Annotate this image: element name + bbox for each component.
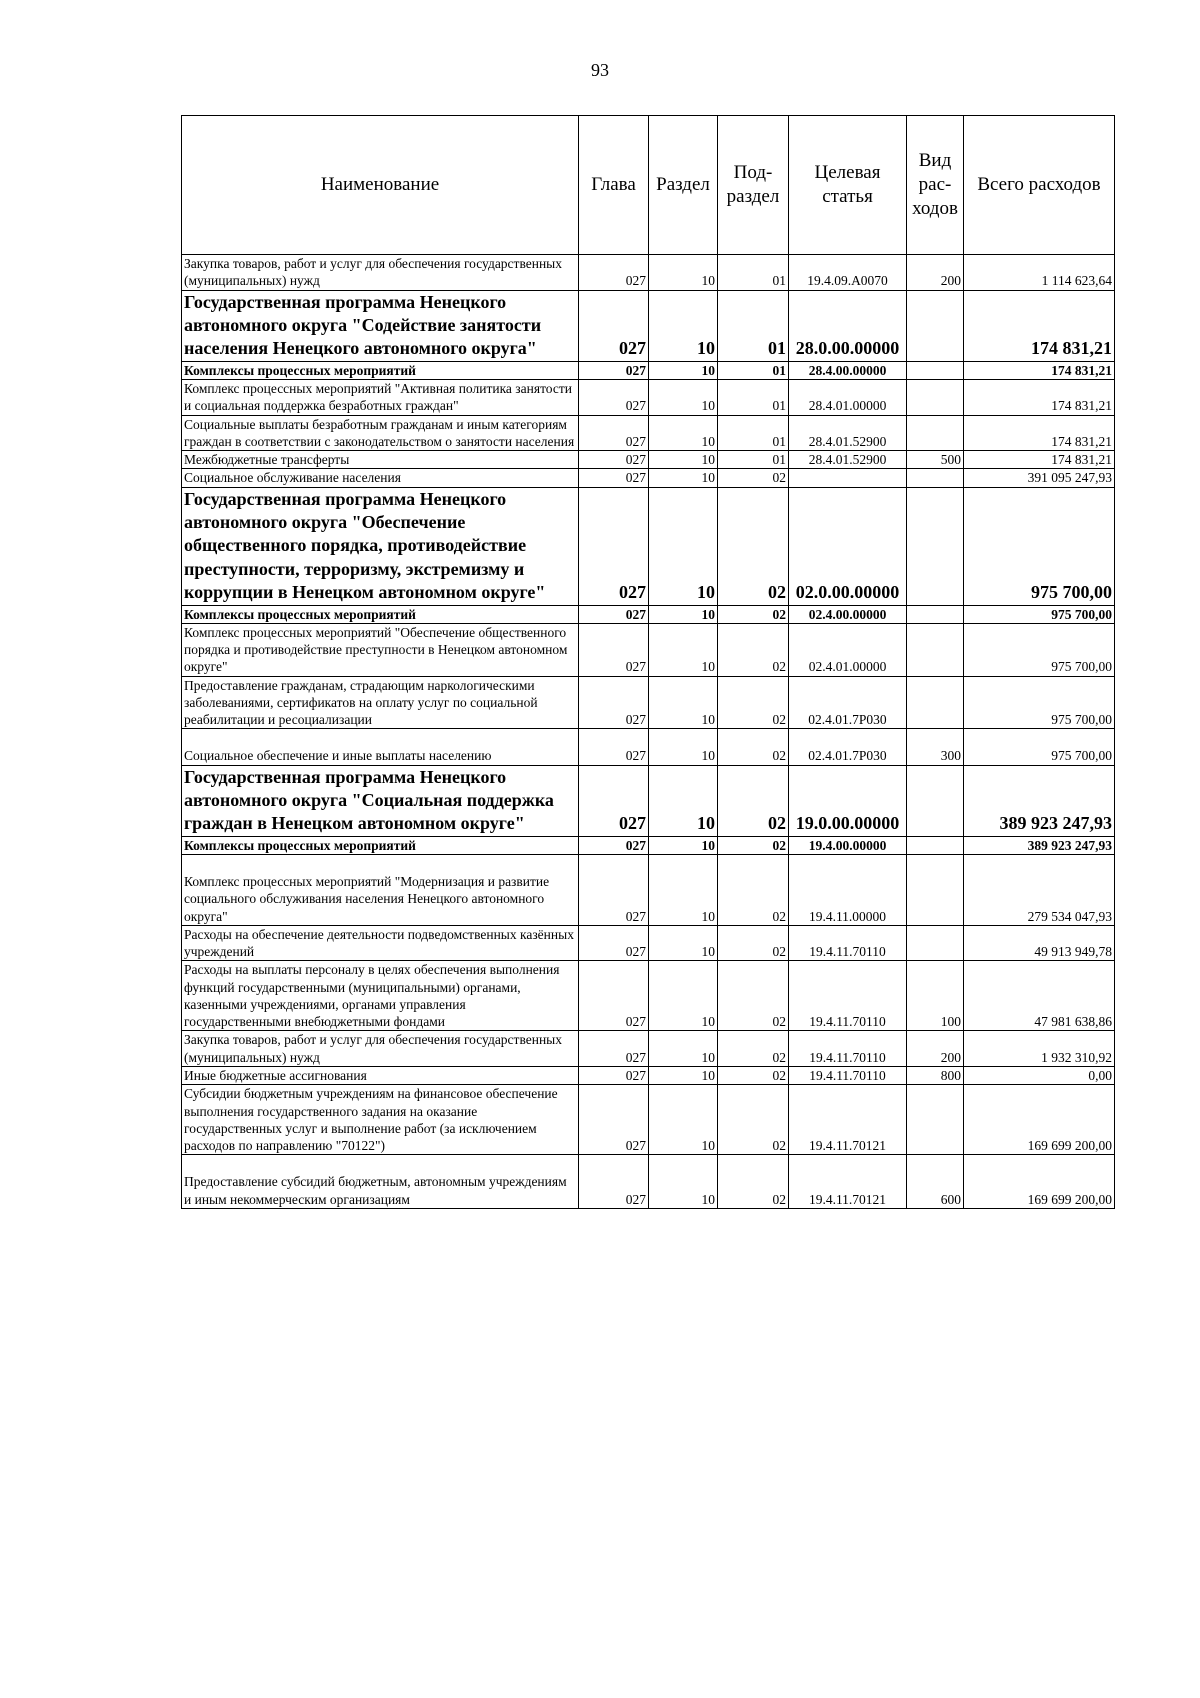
table-row: [182, 415, 1115, 451]
cell-total: 49 913 949,78: [964, 925, 1115, 961]
cell-podrazdel: 02: [718, 676, 789, 729]
cell-celevaya: 02.4.01.7Р030: [789, 729, 907, 765]
cell-celevaya: 19.4.11.70110: [789, 1031, 907, 1067]
cell-celevaya: 28.0.00.00000: [789, 290, 907, 361]
cell-podrazdel: 02: [718, 1155, 789, 1209]
cell-podrazdel: 02: [718, 623, 789, 676]
cell-podrazdel: 02: [718, 836, 789, 854]
cell-razdel: 10: [649, 623, 718, 676]
cell-total: 391 095 247,93: [964, 469, 1115, 487]
cell-razdel: 10: [649, 1031, 718, 1067]
cell-razdel: 10: [649, 729, 718, 765]
cell-glava: 027: [579, 1155, 649, 1209]
cell-razdel: 10: [649, 855, 718, 926]
cell-name: Социальное обслуживание населения: [182, 469, 579, 487]
header-celevaya: Целевая статья: [789, 116, 907, 255]
cell-name: Закупка товаров, работ и услуг для обеспечения государственных (муниципальных) нужд: [182, 255, 579, 291]
cell-glava: 027: [579, 469, 649, 487]
cell-celevaya: [789, 469, 907, 487]
table-row: [182, 605, 1115, 623]
cell-name: Комплекс процессных мероприятий "Обеспечение общественного порядка и противодействие преступности в Ненецком автономном округе": [182, 623, 579, 676]
cell-name: Комплексы процессных мероприятий: [182, 836, 579, 854]
cell-vid: [907, 925, 964, 961]
cell-razdel: 10: [649, 469, 718, 487]
cell-razdel: 10: [649, 1067, 718, 1085]
cell-vid: 600: [907, 1155, 964, 1209]
cell-total: 975 700,00: [964, 487, 1115, 605]
cell-celevaya: 02.4.00.00000: [789, 605, 907, 623]
cell-celevaya: 19.4.11.00000: [789, 855, 907, 926]
cell-glava: 027: [579, 836, 649, 854]
cell-celevaya: 28.4.01.52900: [789, 451, 907, 469]
cell-glava: 027: [579, 379, 649, 415]
cell-total: 169 699 200,00: [964, 1155, 1115, 1209]
table-row: [182, 469, 1115, 487]
header-glava: Глава: [579, 116, 649, 255]
cell-name: Государственная программа Ненецкого автономного округа "Социальная поддержка граждан в Ненецком автономном округе": [182, 765, 579, 836]
cell-razdel: 10: [649, 290, 718, 361]
cell-vid: [907, 290, 964, 361]
cell-podrazdel: 01: [718, 415, 789, 451]
cell-vid: 800: [907, 1067, 964, 1085]
cell-vid: [907, 1085, 964, 1155]
cell-name: Государственная программа Ненецкого автономного округа "Содействие занятости населения Ненецкого автономного округа": [182, 290, 579, 361]
cell-glava: 027: [579, 255, 649, 291]
cell-name: Комплекс процессных мероприятий "Модернизация и развитие социального обслуживания населения Ненецкого автономного округа": [182, 855, 579, 926]
header-total: Всего расходов: [964, 116, 1115, 255]
budget-table: [181, 115, 1115, 1209]
cell-celevaya: 19.4.11.70110: [789, 925, 907, 961]
cell-glava: 027: [579, 415, 649, 451]
cell-glava: 027: [579, 1031, 649, 1067]
header-vid: Вид рас- ходов: [907, 116, 964, 255]
cell-total: 174 831,21: [964, 290, 1115, 361]
header-razdel: Раздел: [649, 116, 718, 255]
cell-podrazdel: 02: [718, 1067, 789, 1085]
table-row: [182, 361, 1115, 379]
cell-name: Предоставление гражданам, страдающим наркологическими заболеваниями, сертификатов на оплату услуг по социальной реабилитации и ресоциализации: [182, 676, 579, 729]
cell-glava: 027: [579, 290, 649, 361]
cell-total: 1 932 310,92: [964, 1031, 1115, 1067]
cell-name: Закупка товаров, работ и услуг для обеспечения государственных (муниципальных) нужд: [182, 1031, 579, 1067]
cell-total: 975 700,00: [964, 623, 1115, 676]
cell-vid: [907, 765, 964, 836]
cell-name: Межбюджетные трансферты: [182, 451, 579, 469]
cell-total: 174 831,21: [964, 451, 1115, 469]
cell-razdel: 10: [649, 379, 718, 415]
cell-total: 389 923 247,93: [964, 765, 1115, 836]
cell-name: Социальное обеспечение и иные выплаты населению: [182, 729, 579, 765]
cell-celevaya: 28.4.00.00000: [789, 361, 907, 379]
cell-glava: 027: [579, 765, 649, 836]
cell-vid: [907, 379, 964, 415]
table-row: [182, 1085, 1115, 1155]
table-row: [182, 623, 1115, 676]
cell-podrazdel: 02: [718, 925, 789, 961]
cell-total: 389 923 247,93: [964, 836, 1115, 854]
cell-vid: [907, 855, 964, 926]
table-row: [182, 379, 1115, 415]
table-body: [182, 255, 1115, 1209]
cell-celevaya: 19.4.11.70121: [789, 1085, 907, 1155]
cell-name: Комплекс процессных мероприятий "Активная политика занятости и социальная поддержка безработных граждан": [182, 379, 579, 415]
table-row: [182, 676, 1115, 729]
cell-celevaya: 19.4.00.00000: [789, 836, 907, 854]
cell-vid: [907, 415, 964, 451]
cell-celevaya: 19.4.11.70121: [789, 1155, 907, 1209]
cell-total: 975 700,00: [964, 729, 1115, 765]
cell-podrazdel: 01: [718, 290, 789, 361]
cell-celevaya: 02.4.01.00000: [789, 623, 907, 676]
cell-celevaya: 19.4.09.А0070: [789, 255, 907, 291]
cell-celevaya: 02.0.00.00000: [789, 487, 907, 605]
cell-glava: 027: [579, 623, 649, 676]
cell-celevaya: 28.4.01.00000: [789, 379, 907, 415]
cell-glava: 027: [579, 925, 649, 961]
cell-podrazdel: 01: [718, 451, 789, 469]
cell-vid: [907, 623, 964, 676]
cell-glava: 027: [579, 961, 649, 1031]
cell-total: 174 831,21: [964, 415, 1115, 451]
cell-total: 279 534 047,93: [964, 855, 1115, 926]
page-number: 93: [591, 60, 609, 80]
cell-name: Комплексы процессных мероприятий: [182, 605, 579, 623]
cell-glava: 027: [579, 855, 649, 926]
cell-total: 174 831,21: [964, 361, 1115, 379]
cell-name: Расходы на выплаты персоналу в целях обеспечения выполнения функций государственными (муниципальными) органами, казенными учреждениями, органами управления государственными внебюджетными фондами: [182, 961, 579, 1031]
cell-total: 169 699 200,00: [964, 1085, 1115, 1155]
cell-podrazdel: 02: [718, 855, 789, 926]
cell-vid: [907, 469, 964, 487]
cell-name: Государственная программа Ненецкого автономного округа "Обеспечение общественного порядка, противодействие преступности, терроризму, экстремизму и коррупции в Ненецком автономном округе": [182, 487, 579, 605]
table-row: [182, 925, 1115, 961]
cell-vid: [907, 487, 964, 605]
cell-razdel: 10: [649, 487, 718, 605]
cell-glava: 027: [579, 487, 649, 605]
table-row: [182, 487, 1115, 605]
cell-celevaya: 19.4.11.70110: [789, 1067, 907, 1085]
table-row: [182, 1031, 1115, 1067]
cell-name: Иные бюджетные ассигнования: [182, 1067, 579, 1085]
cell-podrazdel: 01: [718, 255, 789, 291]
table-row: [182, 290, 1115, 361]
cell-razdel: 10: [649, 676, 718, 729]
cell-celevaya: 19.0.00.00000: [789, 765, 907, 836]
cell-name: Субсидии бюджетным учреждениям на финансовое обеспечение выполнения государственного задания на оказание государственных услуг и выполнение работ (за исключением расходов по направлению "70122"): [182, 1085, 579, 1155]
cell-podrazdel: 01: [718, 361, 789, 379]
table-row: [182, 765, 1115, 836]
cell-vid: [907, 836, 964, 854]
cell-glava: 027: [579, 361, 649, 379]
cell-celevaya: 19.4.11.70110: [789, 961, 907, 1031]
cell-razdel: 10: [649, 836, 718, 854]
cell-razdel: 10: [649, 415, 718, 451]
cell-glava: 027: [579, 1085, 649, 1155]
cell-podrazdel: 02: [718, 1031, 789, 1067]
cell-celevaya: 02.4.01.7Р030: [789, 676, 907, 729]
cell-vid: 200: [907, 255, 964, 291]
cell-total: 975 700,00: [964, 605, 1115, 623]
cell-total: 47 981 638,86: [964, 961, 1115, 1031]
cell-glava: 027: [579, 451, 649, 469]
cell-razdel: 10: [649, 361, 718, 379]
cell-total: 0,00: [964, 1067, 1115, 1085]
table-row: [182, 961, 1115, 1031]
cell-vid: 100: [907, 961, 964, 1031]
cell-vid: [907, 676, 964, 729]
table-row: [182, 836, 1115, 854]
cell-podrazdel: 02: [718, 469, 789, 487]
cell-name: Социальные выплаты безработным гражданам и иным категориям граждан в соответствии с законодательством о занятости населения: [182, 415, 579, 451]
cell-podrazdel: 02: [718, 487, 789, 605]
cell-vid: [907, 605, 964, 623]
cell-name: Предоставление субсидий бюджетным, автономным учреждениям и иным некоммерческим организациям: [182, 1155, 579, 1209]
cell-vid: [907, 361, 964, 379]
header-name: Наименование: [182, 116, 579, 255]
header-podrazdel: Под- раздел: [718, 116, 789, 255]
table-row: [182, 855, 1115, 926]
cell-glava: 027: [579, 729, 649, 765]
cell-razdel: 10: [649, 1155, 718, 1209]
cell-vid: 200: [907, 1031, 964, 1067]
cell-podrazdel: 02: [718, 605, 789, 623]
cell-name: Комплексы процессных мероприятий: [182, 361, 579, 379]
cell-podrazdel: 02: [718, 1085, 789, 1155]
cell-name: Расходы на обеспечение деятельности подведомственных казённых учреждений: [182, 925, 579, 961]
table-row: [182, 255, 1115, 291]
cell-vid: 300: [907, 729, 964, 765]
cell-razdel: 10: [649, 605, 718, 623]
cell-razdel: 10: [649, 255, 718, 291]
cell-total: 174 831,21: [964, 379, 1115, 415]
cell-podrazdel: 01: [718, 379, 789, 415]
cell-razdel: 10: [649, 1085, 718, 1155]
table-row: [182, 451, 1115, 469]
cell-razdel: 10: [649, 961, 718, 1031]
cell-podrazdel: 02: [718, 961, 789, 1031]
cell-razdel: 10: [649, 765, 718, 836]
table-header-row: [182, 116, 1115, 255]
cell-total: 975 700,00: [964, 676, 1115, 729]
cell-podrazdel: 02: [718, 729, 789, 765]
cell-glava: 027: [579, 605, 649, 623]
cell-podrazdel: 02: [718, 765, 789, 836]
table-row: [182, 729, 1115, 765]
cell-glava: 027: [579, 676, 649, 729]
cell-razdel: 10: [649, 451, 718, 469]
cell-vid: 500: [907, 451, 964, 469]
cell-glava: 027: [579, 1067, 649, 1085]
table-row: [182, 1155, 1115, 1209]
table-row: [182, 1067, 1115, 1085]
cell-celevaya: 28.4.01.52900: [789, 415, 907, 451]
cell-razdel: 10: [649, 925, 718, 961]
cell-total: 1 114 623,64: [964, 255, 1115, 291]
